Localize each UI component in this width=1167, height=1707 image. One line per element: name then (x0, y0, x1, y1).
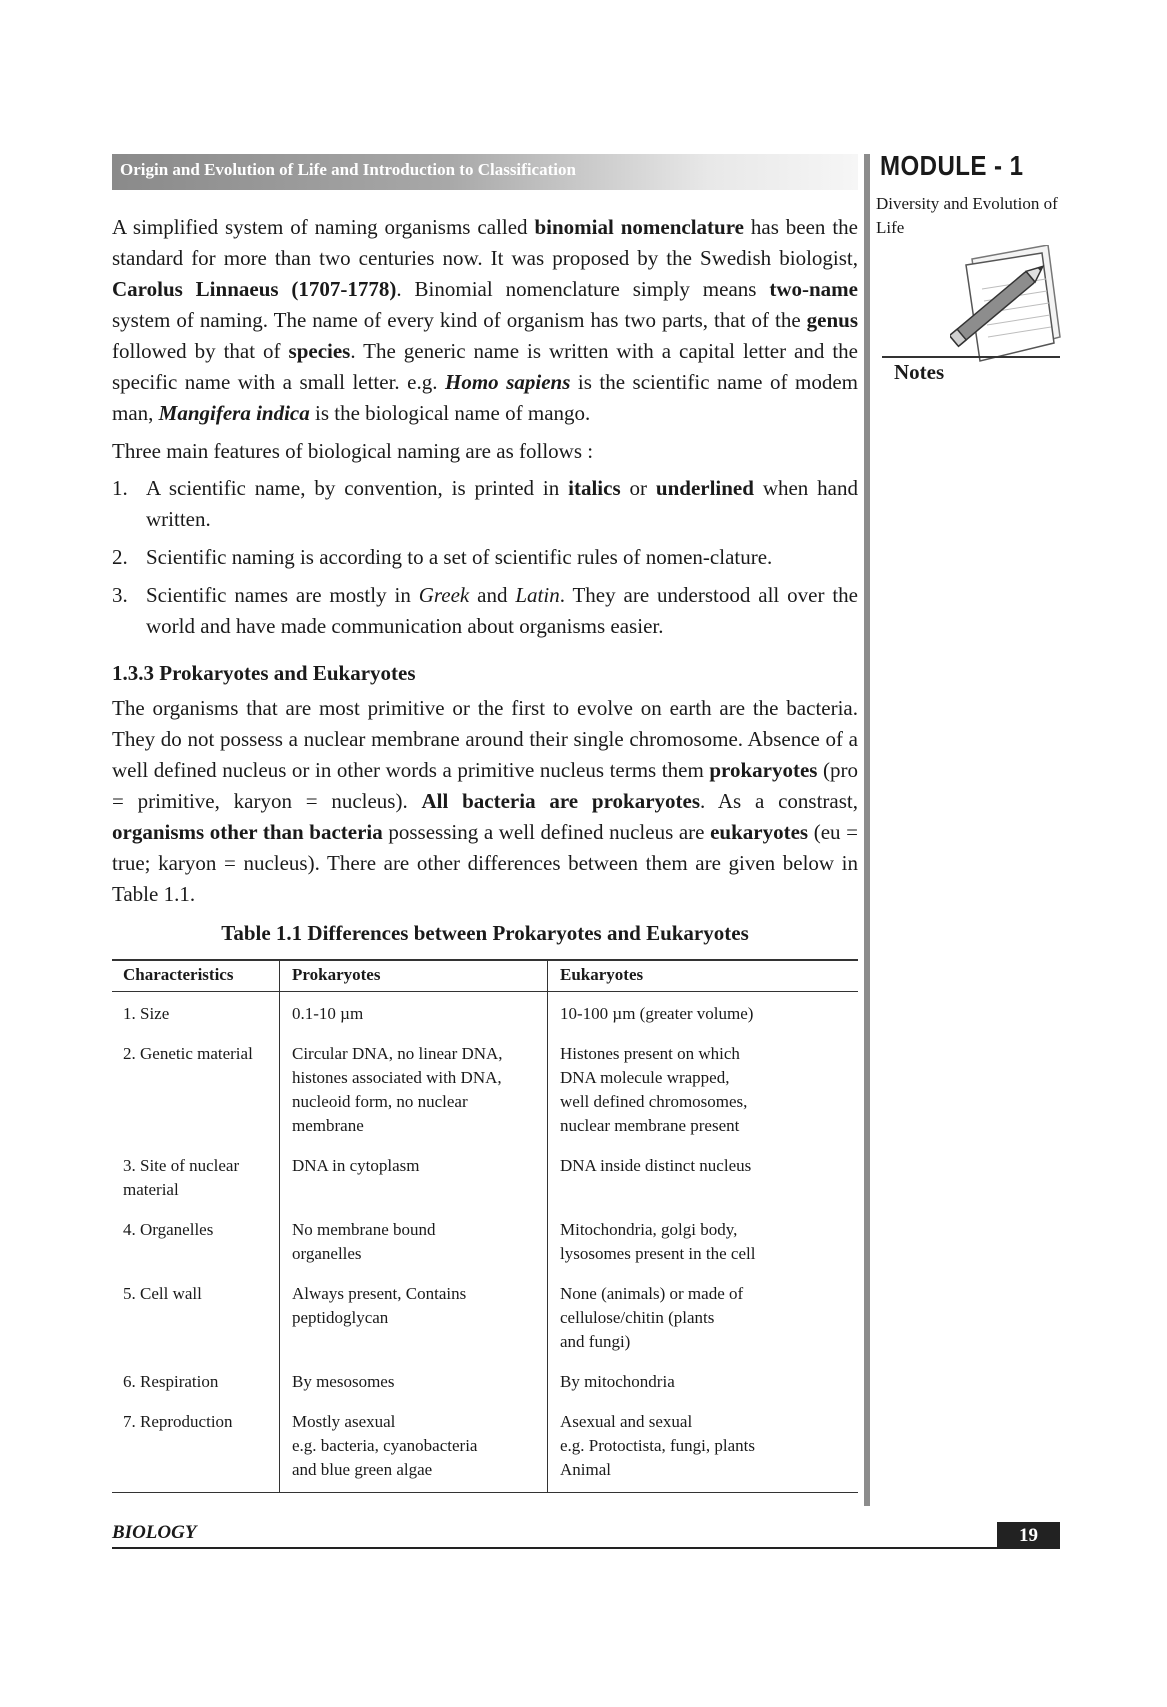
page-number: 19 (997, 1522, 1060, 1549)
text-run: A scientific name, by convention, is printed in (146, 476, 569, 500)
text-run: when hand written. (146, 476, 859, 531)
table-row (112, 1208, 858, 1272)
table-cell (112, 1400, 280, 1493)
module-label: MODULE - 1 (880, 150, 1024, 181)
cell-line: 6. Respiration (123, 1372, 219, 1391)
italic-term: Latin (515, 583, 560, 607)
bold-term: prokaryotes (709, 758, 818, 782)
text-run: A simplified system of naming organisms called (112, 215, 535, 239)
notes-label: Notes (894, 360, 945, 384)
cell-line: cellulose/chitin (plants (560, 1308, 715, 1327)
table-cell (280, 1144, 548, 1208)
cell-line: e.g. Protoctista, fungi, plants (560, 1436, 756, 1455)
text-run: is the biological name of mango. (309, 401, 591, 425)
cell-line: 3. Site of nuclear (123, 1156, 240, 1175)
cell-line: Mostly asexual (292, 1412, 396, 1431)
text-run: followed by that of (112, 339, 289, 363)
cell-line: Histones present on which (560, 1044, 740, 1063)
table-cell (548, 1400, 859, 1493)
notes-pencil-icon (950, 245, 1062, 365)
cell-line: and fungi) (560, 1332, 631, 1351)
table-cell (280, 1272, 548, 1360)
bold-term: binomial nomenclature (534, 215, 744, 239)
bold-term: two-name (769, 277, 858, 301)
cell-line: nucleoid form, no nuclear (292, 1092, 468, 1111)
bold-term: eukaryotes (710, 820, 809, 844)
section-heading: 1.3.3 Prokaryotes and Eukaryotes (112, 661, 416, 685)
list-number: 3. (112, 583, 128, 607)
bold-term: species (288, 339, 351, 363)
cell-line: 1. Size (123, 1004, 170, 1023)
cell-line: By mesosomes (292, 1372, 395, 1391)
cell-line: 5. Cell wall (123, 1284, 202, 1303)
cell-line: nuclear membrane present (560, 1116, 740, 1135)
text-run: Scientific names are mostly in (146, 583, 419, 607)
bold-term: organisms other than bacteria (112, 820, 383, 844)
column-header: Eukaryotes (548, 960, 859, 992)
cell-line: membrane (292, 1116, 364, 1135)
table-row (112, 1272, 858, 1360)
cell-line: Always present, Contains (292, 1284, 467, 1303)
species-name: Mangifera indica (158, 401, 310, 425)
table-row (112, 1360, 858, 1400)
chapter-header-band (112, 154, 858, 190)
table-cell (548, 1360, 859, 1400)
margin-rule (864, 154, 870, 1506)
table-row (112, 992, 858, 1033)
cell-line: histones associated with DNA, (292, 1068, 502, 1087)
text-run: The organisms that are most primitive or the first to evolve on earth are the bacteria. They do not possess a nuclear membrane around their single chromosome. Absence of a well defined nucleus or in other words a primitive nucleus terms them (112, 696, 858, 782)
text-run: is the scientific name of modem man, (112, 370, 858, 425)
cell-line: No membrane bound (292, 1220, 436, 1239)
table-row (112, 1144, 858, 1208)
table-cell (548, 1032, 859, 1144)
table-cell (280, 992, 548, 1033)
cell-line: lysosomes present in the cell (560, 1244, 756, 1263)
text-run: has been the standard for more than two centuries now. It was proposed by the Swedish biologist, (112, 215, 858, 270)
cell-line: DNA inside distinct nucleus (560, 1156, 752, 1175)
list-item (112, 542, 858, 573)
table-cell (548, 1272, 859, 1360)
table-cell (112, 1032, 280, 1144)
list-item (112, 473, 858, 535)
column-header: Characteristics (112, 960, 280, 992)
column-header: Prokaryotes (280, 960, 548, 992)
cell-line: well defined chromosomes, (560, 1092, 748, 1111)
cell-line: Asexual and sexual (560, 1412, 693, 1431)
list-number: 2. (112, 545, 128, 569)
table-cell (112, 992, 280, 1033)
text-run: (pro = primitive, karyon = nucleus). (112, 758, 858, 813)
table-row (112, 1032, 858, 1144)
text-run: and (469, 583, 516, 607)
table-cell (280, 1400, 548, 1493)
cell-line: and blue green algae (292, 1460, 433, 1479)
list-number: 1. (112, 476, 128, 500)
cell-line: material (123, 1180, 179, 1199)
cell-line: DNA molecule wrapped, (560, 1068, 730, 1087)
text-run: . Binomial nomenclature simply means (396, 277, 770, 301)
cell-line: None (animals) or made of (560, 1284, 744, 1303)
text-run: Scientific naming is according to a set of scientific rules of nomen-clature. (146, 545, 773, 569)
table-cell (112, 1208, 280, 1272)
text-run: system of naming. The name of every kind of organism has two parts, that of the (112, 308, 807, 332)
bold-term: underlined (655, 476, 754, 500)
cell-line: peptidoglycan (292, 1308, 389, 1327)
bold-term: italics (568, 476, 621, 500)
species-name: Homo sapiens (445, 370, 571, 394)
table-cell (280, 1032, 548, 1144)
prokaryotes-paragraph (112, 693, 858, 910)
footer-rule (112, 1547, 1060, 1549)
comparison-table (112, 959, 858, 1493)
cell-line: DNA in cytoplasm (292, 1156, 420, 1175)
features-intro: Three main features of biological naming are as follows : (112, 439, 594, 463)
cell-line: By mitochondria (560, 1372, 675, 1391)
features-list (112, 473, 858, 642)
text-run: . As a constrast, (700, 789, 858, 813)
footer-subject: BIOLOGY (112, 1522, 197, 1543)
table-cell (280, 1360, 548, 1400)
table-row (112, 1400, 858, 1493)
binomial-paragraph (112, 212, 858, 429)
cell-line: 10-100 µm (greater volume) (560, 1004, 754, 1023)
table-cell (112, 1360, 280, 1400)
chapter-title: Origin and Evolution of Life and Introduction to Classification (120, 160, 576, 179)
cell-line: 0.1-10 µm (292, 1004, 364, 1023)
table-cell (112, 1272, 280, 1360)
cell-line: Mitochondria, golgi body, (560, 1220, 738, 1239)
bold-term: All bacteria are prokaryotes (421, 789, 700, 813)
module-subtitle: Diversity and Evolution of Life (876, 194, 1058, 237)
table-header-row (112, 960, 858, 992)
italic-term: Greek (418, 583, 470, 607)
cell-line: Circular DNA, no linear DNA, (292, 1044, 503, 1063)
text-run: . The generic name is written with a capital letter and the specific name with a small letter. e.g. (112, 339, 858, 394)
text-run: or (620, 476, 656, 500)
text-run: . They are understood all over the world and have made communication about organisms easier. (146, 583, 858, 638)
table-cell (280, 1208, 548, 1272)
bold-term: Carolus Linnaeus (1707-1778) (112, 277, 397, 301)
cell-line: 4. Organelles (123, 1220, 214, 1239)
notes-rule (882, 356, 1060, 358)
text-run: (eu = true; karyon = nucleus). There are other differences between them are given below in Table 1.1. (112, 820, 858, 906)
bold-term: genus (806, 308, 858, 332)
table-cell (548, 992, 859, 1033)
cell-line: organelles (292, 1244, 362, 1263)
text-run: possessing a well defined nucleus are (382, 820, 711, 844)
list-item (112, 580, 858, 642)
cell-line: Animal (560, 1460, 611, 1479)
cell-line: 7. Reproduction (123, 1412, 233, 1431)
cell-line: 2. Genetic material (123, 1044, 253, 1063)
table-cell (548, 1208, 859, 1272)
table-cell (112, 1144, 280, 1208)
table-caption: Table 1.1 Differences between Prokaryotes and Eukaryotes (221, 921, 749, 945)
table-cell (548, 1144, 859, 1208)
main-content (112, 212, 858, 1493)
cell-line: e.g. bacteria, cyanobacteria (292, 1436, 478, 1455)
